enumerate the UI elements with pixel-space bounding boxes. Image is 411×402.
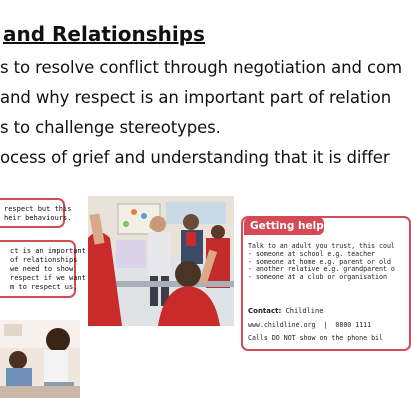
respect-card-top-line: respect but this	[4, 205, 72, 213]
family-illustration	[0, 320, 80, 398]
getting-help-header: Getting help	[244, 217, 324, 235]
getting-help-line: - someone at home e.g. parent or old	[248, 257, 391, 266]
respect-card-bottom-line: of relationships	[10, 256, 78, 264]
respect-card-bottom-line: respect if we want	[10, 274, 86, 282]
getting-help-lines	[248, 243, 395, 282]
family-photo	[0, 320, 80, 398]
respect-card-top	[0, 198, 72, 228]
childline-website-link[interactable]: www.childline.org	[248, 321, 316, 329]
slide-title: and Relationships	[3, 22, 205, 46]
bullet-stereotypes: s to challenge stereotypes.	[0, 118, 221, 137]
getting-help-calls-note: Calls DO NOT show on the phone bil	[248, 334, 383, 342]
respect-card-bottom-line: we need to show	[10, 265, 74, 273]
classroom-illustration	[88, 196, 234, 326]
bullet-respect: and why respect is an important part of relation	[0, 88, 392, 107]
childline-phone: 0800 1111	[335, 321, 372, 329]
getting-help-line: - someone at school e.g. teacher	[248, 249, 376, 258]
bullet-grief: ocess of grief and understanding that it is differ	[0, 148, 390, 167]
contact-label: Contact:	[248, 307, 282, 315]
classroom-photo	[88, 196, 234, 326]
respect-card-bottom-line: ct is an important	[10, 247, 86, 255]
getting-help-line: - someone at a club or organisation	[248, 273, 387, 282]
getting-help-contact	[248, 307, 323, 315]
respect-card-bottom	[0, 240, 86, 298]
getting-help-panel	[241, 216, 411, 351]
contact-value: Childline	[285, 307, 324, 315]
separator: |	[323, 321, 328, 329]
getting-help-line: Talk to an adult you trust, this coul	[248, 242, 395, 250]
getting-help-line: - another relative e.g. grandparent o	[248, 265, 395, 274]
bullet-conflict: s to resolve conflict through negotiation and com	[0, 58, 402, 77]
respect-card-top-line: heir behaviours.	[4, 214, 72, 222]
respect-card-bottom-line: m to respect us.	[10, 283, 78, 291]
getting-help-web	[248, 321, 371, 329]
